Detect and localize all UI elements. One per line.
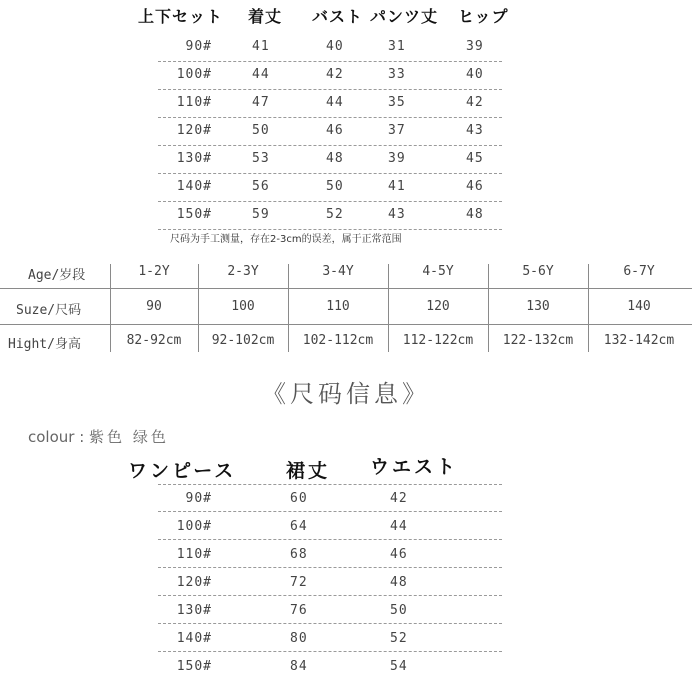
set-row-divider (158, 145, 502, 146)
set-size-label: 140# (176, 179, 212, 194)
grid-cell: 4-5Y (422, 264, 454, 279)
set-header-2: バスト (312, 7, 364, 26)
set-size-label: 130# (176, 151, 212, 166)
grid-cell: 132-142cm (603, 333, 675, 348)
set-cell: 56 (252, 179, 270, 194)
set-cell: 42 (326, 67, 344, 82)
set-cell: 50 (252, 123, 270, 138)
dress-row-divider (158, 595, 502, 596)
dress-row-divider (158, 623, 502, 624)
colour-label: colour : (28, 428, 85, 446)
measurement-note: 尺码为手工测量，存在2-3cm的误差，属于正常范围 (170, 234, 402, 245)
grid-cell: 140 (627, 299, 651, 314)
set-cell: 39 (388, 151, 406, 166)
set-cell: 35 (388, 95, 406, 110)
set-cell: 44 (252, 67, 270, 82)
grid-row-label: Hight/身高 (8, 337, 81, 352)
set-cell: 41 (388, 179, 406, 194)
colour-values: 紫色 绿色 (89, 428, 169, 446)
set-cell: 48 (466, 207, 484, 222)
set-row-divider (158, 201, 502, 202)
grid-cell: 5-6Y (522, 264, 554, 279)
dress-cell: 50 (390, 603, 408, 618)
dress-row-divider (158, 511, 502, 512)
grid-cell: 2-3Y (227, 264, 259, 279)
dress-cell: 60 (290, 491, 308, 506)
dress-size-label: 150# (176, 659, 212, 674)
dress-size-label: 100# (176, 519, 212, 534)
set-cell: 47 (252, 95, 270, 110)
dress-size-label: 140# (176, 631, 212, 646)
dress-cell: 54 (390, 659, 408, 674)
dress-top-divider (158, 484, 502, 485)
dress-row-divider (158, 539, 502, 540)
dress-cell: 72 (290, 575, 308, 590)
set-cell: 45 (466, 151, 484, 166)
dress-cell: 44 (390, 519, 408, 534)
dress-size-label: 130# (176, 603, 212, 618)
grid-row-label: Age/岁段 (28, 268, 86, 283)
set-size-label: 100# (176, 67, 212, 82)
set-size-label: 90# (185, 39, 212, 54)
set-size-label: 110# (176, 95, 212, 110)
set-row-divider (158, 89, 502, 90)
dress-size-label: 90# (185, 491, 212, 506)
set-cell: 37 (388, 123, 406, 138)
grid-cell: 110 (326, 299, 350, 314)
grid-cell: 90 (146, 299, 162, 314)
set-cell: 43 (388, 207, 406, 222)
dress-cell: 52 (390, 631, 408, 646)
set-cell: 50 (326, 179, 344, 194)
dress-cell: 84 (290, 659, 308, 674)
set-header-1: 着丈 (248, 7, 283, 26)
dress-cell: 48 (390, 575, 408, 590)
set-cell: 31 (388, 39, 406, 54)
dress-cell: 76 (290, 603, 308, 618)
grid-cell: 3-4Y (322, 264, 354, 279)
grid-cell: 6-7Y (623, 264, 655, 279)
dress-cell: 68 (290, 547, 308, 562)
set-row-divider (158, 173, 502, 174)
dress-header-0: ワンピース (128, 460, 237, 482)
set-header-0: 上下セット (138, 7, 224, 26)
set-header-3: パンツ丈 (370, 7, 439, 26)
dress-cell: 80 (290, 631, 308, 646)
grid-cell: 1-2Y (138, 264, 170, 279)
grid-cell: 82-92cm (126, 333, 182, 348)
set-cell: 59 (252, 207, 270, 222)
dress-row-divider (158, 651, 502, 652)
dress-cell: 46 (390, 547, 408, 562)
grid-cell: 130 (526, 299, 550, 314)
dress-header-2: ウエスト (370, 456, 459, 478)
set-cell: 46 (466, 179, 484, 194)
set-cell: 44 (326, 95, 344, 110)
dress-cell: 64 (290, 519, 308, 534)
dress-header-1: 裙丈 (286, 460, 331, 482)
set-cell: 46 (326, 123, 344, 138)
set-size-label: 150# (176, 207, 212, 222)
set-cell: 43 (466, 123, 484, 138)
set-row-divider (158, 61, 502, 62)
set-row-divider (158, 117, 502, 118)
set-cell: 41 (252, 39, 270, 54)
set-size-label: 120# (176, 123, 212, 138)
set-cell: 33 (388, 67, 406, 82)
grid-cell: 112-122cm (402, 333, 474, 348)
grid-cell: 100 (231, 299, 255, 314)
grid-cell: 120 (426, 299, 450, 314)
colour-line (28, 426, 169, 447)
set-header-4: ヒップ (458, 7, 509, 26)
set-cell: 39 (466, 39, 484, 54)
set-cell: 42 (466, 95, 484, 110)
grid-cell: 92-102cm (211, 333, 275, 348)
dress-size-label: 120# (176, 575, 212, 590)
set-cell: 53 (252, 151, 270, 166)
grid-cell: 102-112cm (302, 333, 374, 348)
set-cell: 48 (326, 151, 344, 166)
grid-cell: 122-132cm (502, 333, 574, 348)
dress-row-divider (158, 567, 502, 568)
dress-size-label: 110# (176, 547, 212, 562)
dress-cell: 42 (390, 491, 408, 506)
size-info-title: 《尺码信息》 (262, 380, 430, 408)
set-cell: 40 (326, 39, 344, 54)
grid-row-label: Suze/尺码 (16, 303, 82, 318)
set-cell: 52 (326, 207, 344, 222)
set-cell: 40 (466, 67, 484, 82)
